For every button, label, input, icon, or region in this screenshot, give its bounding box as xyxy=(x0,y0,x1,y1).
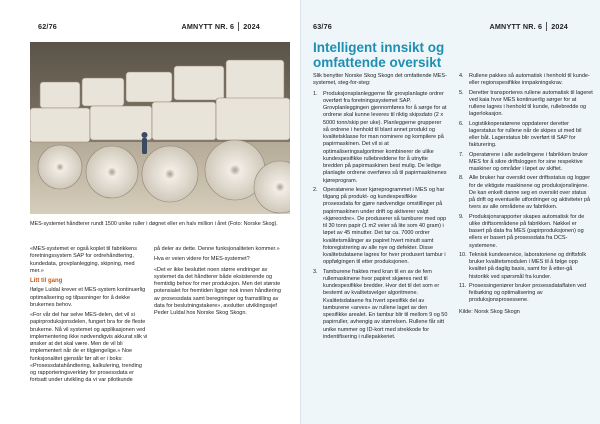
intro-paragraph: Slik benytter Norske Skog Skogn det omfattende MES-systemet, steg-for-steg: xyxy=(313,73,447,87)
step-text: Produksjonsrapporter skapes automatisk for de ulike driftsområdene på fabrikken. Nøkkel er basert på data fra MES (papirproduksjonen) og ellers er basert på prosessdata fra DCS-systemene. xyxy=(469,213,585,249)
step-text: Deretter transporteres rullene automatisk til lageret ved kaia hvor MES kontinuerlig sørger for at rullene lagres i henhold til kunde, rullebredde og lagerlokasjon. xyxy=(469,89,593,118)
list-item xyxy=(459,175,593,211)
page-number: 63/76 xyxy=(313,22,332,31)
step-number: 6. xyxy=(459,120,464,127)
right-column-2 xyxy=(459,73,593,319)
steps-list-part-2 xyxy=(459,73,593,305)
photo-illustration xyxy=(30,42,290,214)
step-text: Logistikkoperatørene oppdaterer deretter lagerstatus for rullene når de skipes ut med bil eller båt. Lagerstatus blir overført til SAP for fakturering. xyxy=(469,120,582,149)
paragraph: Ifølge Luldal krever et MES-system kontinuerlig optimalisering og tilpasninger for å dekke brukernes behov. xyxy=(30,287,146,308)
right-page-header xyxy=(313,22,568,31)
issue-year: 2024 xyxy=(243,22,260,31)
magazine-issue xyxy=(181,22,260,31)
paragraph: «MES-systemet er også koplet til fabrikkens foretningssystem SAP for ordrehåndtering, kundedata, grovplanlegging, skipning, med mer.» xyxy=(30,246,137,274)
header-divider xyxy=(546,22,547,31)
step-number: 9. xyxy=(459,213,464,220)
list-item xyxy=(459,214,593,250)
step-text: Tamburene fraktes med kran til en av de fem rullemaskinene hvor papiret skjæres ned til kundespesifikke bredder. Hvor det til det som er bestemt av kvalitetsvelger algoritmene. Kvalitetsdataene fra hvert spesifikk del av tamburene «arves» av rullene laget av den spesifikke arealet. En tambur blir til mellom 9 og 50 papirruller, avhengig av størrelsen. Rullene får sitt unike nummer og ID-kort med strekkode for indentifisering i rullepakkeriet. xyxy=(323,268,448,340)
step-text: Produksjonsplanleggerne får grovplanlagte ordrer overført fra foretningssystemet SAP. Grovplanleggingen gjennomføres for å sørge for at ordrene skal kunne leveres til riktig skipsdato (2 x 5000 tonn/skip per uke). Planleggerne grupperer så ordrene i henhold til blant annet produkt og kvalitetsklasse for man nominere og kompilere på papirmaskinen. Det vil si at optimaliseringsalgoritmer kombinerer de ulike kundespesifikke rullebreddene for å utnytte bredden på papirmaskinen best mulig. De ledige planlagte ordrene overføres så til papirmaskinenes kjøreprogram. xyxy=(323,90,447,184)
step-text: Alle bruker har oversikt over driftsstatus og logger for de viktigste maskinene og produksjonslinjene. De kan enkelt danne seg en oversikt over status på drift og eventuelle utfordringer og aktiviteter på tvers av alle områdene av fabrikken. xyxy=(469,175,591,211)
step-text: Operatørene leser kjøreprogrammet i MES og har tilgang på produkt- og kundespesifikke prosessdata for gjøre nødvendige omstillinger på papirmaskinen under drift og aktiverer valgt «kjøreordre». De produserer så tamburer med opp til 30 tonn papir (1 m2 veier så lite som 40 gram) i løpet av 45 minutter. Det tar ca. 7000 ordrer kvalitetsmålinger av papiret hvert minutt samt fotoregistrering av alle nye og defekter. Disse kvalitetsdataene lagres for hver produsert tambur i oppfølgingen til etter produksjonen. xyxy=(323,186,447,266)
step-number: 3. xyxy=(313,268,318,275)
step-number: 10. xyxy=(459,251,467,258)
step-text: Operatørene i alle avdelingene i fabrikken bruker MES for å sikre driftsloggen for sine respektive maskiner og områder i løpet av skiftet. xyxy=(469,151,588,172)
magazine-name: AMNYTT NR. 6 xyxy=(181,22,235,31)
list-item xyxy=(459,121,593,150)
paragraph: på deler av dette. Denne funksjonaliteten kommer.» xyxy=(154,246,280,252)
step-text: Rullene pakkes så automatisk i henhold til kunde- eller regionspesifikke innpakningskrav. xyxy=(469,73,590,87)
step-number: 8. xyxy=(459,175,464,182)
step-text: Prosessingeniører bruker prosessdataflaten ved feilsøking og optimalisering av produksjonsprosessene. xyxy=(469,282,587,304)
steps-list-part-1 xyxy=(313,91,448,342)
step-number: 5. xyxy=(459,89,464,96)
paragraph: «Det er ikke besluttet noen større endringer av systemet da det håndterer både eksisterende og fremtidig behov for mer produksjon. Men det største potensialet for fremtiden ligger nok innen håndtering av prosessdata samt beregninger og framstilling av data for beslutningstakere», avslutter utviklingssjef Peder Luldal hos Norske Skog Skogn. xyxy=(154,266,281,316)
step-number: 4. xyxy=(459,73,464,79)
list-item xyxy=(459,252,593,281)
paper-rolls-photo xyxy=(30,42,290,214)
header-divider xyxy=(238,22,239,31)
list-item xyxy=(459,73,593,88)
list-item xyxy=(459,283,593,305)
left-column-1 xyxy=(30,246,148,388)
list-item xyxy=(313,187,448,267)
step-number: 2. xyxy=(313,186,318,193)
right-column-1 xyxy=(313,73,448,343)
photo-caption: MES-systemet håndterer rundt 1500 unike ruller i døgnet eller en halv million i året (Foto: Norske Skog). xyxy=(30,221,278,227)
left-page-header xyxy=(38,22,260,31)
step-text: Teknisk kundeservice, laboratoriene og driftsfolk bruker kvalitetsmodulen i MES til å følge opp kvalitet på daglig basis, samt for å etter-gå historikk ved spørsmål fra kunder. xyxy=(469,251,587,280)
step-number: 1. xyxy=(313,90,318,97)
section-heading: Litt til gang xyxy=(30,278,63,284)
list-item xyxy=(459,152,593,174)
issue-year: 2024 xyxy=(551,22,568,31)
list-item xyxy=(313,269,448,342)
right-page xyxy=(300,0,600,424)
question-paragraph: Hva er veien videre for MES-systemet? xyxy=(154,256,250,263)
paragraph: «For vår del har selve MES-delen, det vil si papirproduksjonsdelen, fungert bra for de fleste brukerne. Nå vil systemet og applikasjonen ved implementering ikke nødvendigvis akkurat slik vi ønsker at det skal være. Men de vil bli implementert når de er tilgjengelige.» Noe funksjonalitet gjenstår før alt er i boks: «Prosessdatahåndtering, kalkulering, trending og rapporteringsverktøy for prosessdata er fortsatt under utvikling da vi var pilotkunde xyxy=(30,312,148,384)
list-item xyxy=(313,91,448,185)
magazine-name: AMNYTT NR. 6 xyxy=(489,22,543,31)
source-credit: Kilde: Norsk Skog Skogn xyxy=(459,308,520,315)
article-title: Intelligent innsikt og omfattende oversikt xyxy=(313,40,445,70)
magazine-issue xyxy=(489,22,568,31)
page-number: 62/76 xyxy=(38,22,57,31)
list-item xyxy=(459,90,593,119)
step-number: 11. xyxy=(459,282,467,289)
left-column-2 xyxy=(154,246,284,320)
step-number: 7. xyxy=(459,151,464,158)
